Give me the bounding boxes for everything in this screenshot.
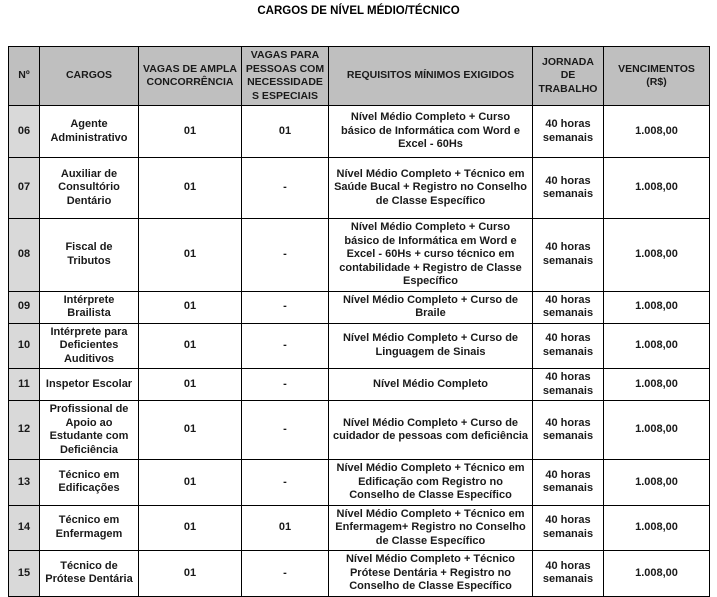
cargos-table [8,46,710,597]
cell-cargo: Intérprete Brailista [40,291,139,323]
cell-requisitos: Nível Médio Completo + Técnico em Enfermagem+ Registro no Conselho de Classe Específico [329,505,533,551]
header-row [9,47,710,106]
cell-vagas-ampla: 01 [139,551,242,597]
column-header-jornada: JORNADA DE TRABALHO [533,47,604,106]
table-row [9,401,710,460]
cell-vagas-pne: - [242,158,329,219]
cell-jornada: 40 horas semanais [533,460,604,506]
cell-vencimentos: 1.008,00 [604,460,710,506]
table-header [9,47,710,106]
cell-vencimentos: 1.008,00 [604,551,710,597]
cell-vencimentos: 1.008,00 [604,291,710,323]
table-row [9,323,710,369]
cell-jornada: 40 horas semanais [533,505,604,551]
cell-jornada: 40 horas semanais [533,219,604,292]
cell-vagas-ampla: 01 [139,401,242,460]
cell-jornada: 40 horas semanais [533,291,604,323]
cell-num: 13 [9,460,40,506]
cell-vagas-pne: - [242,219,329,292]
cell-cargo: Técnico em Enfermagem [40,505,139,551]
cell-requisitos: Nível Médio Completo + Curso de Braile [329,291,533,323]
cell-vagas-pne: - [242,401,329,460]
cell-vagas-pne: - [242,369,329,401]
cell-num: 15 [9,551,40,597]
cell-vencimentos: 1.008,00 [604,369,710,401]
cell-vagas-pne: 01 [242,505,329,551]
column-header-cargos: CARGOS [40,47,139,106]
cell-requisitos: Nível Médio Completo + Curso de Linguagem de Sinais [329,323,533,369]
table-row [9,291,710,323]
cell-vagas-pne: - [242,323,329,369]
cell-jornada: 40 horas semanais [533,369,604,401]
table-body [9,106,710,597]
cell-cargo: Auxiliar de Consultório Dentário [40,158,139,219]
table-row [9,158,710,219]
cell-cargo: Fiscal de Tributos [40,219,139,292]
table-row [9,551,710,597]
cell-num: 10 [9,323,40,369]
cell-cargo: Profissional de Apoio ao Estudante com Deficiência [40,401,139,460]
cell-num: 06 [9,106,40,158]
cell-requisitos: Nível Médio Completo + Técnico em Saúde Bucal + Registro no Conselho de Classe Específico [329,158,533,219]
column-header-vagas-ampla: VAGAS DE AMPLA CONCORRÊNCIA [139,47,242,106]
cell-vencimentos: 1.008,00 [604,106,710,158]
cell-vencimentos: 1.008,00 [604,401,710,460]
cell-vagas-ampla: 01 [139,460,242,506]
cell-requisitos: Nível Médio Completo + Técnico Prótese Dentária + Registro no Conselho de Classe Específico [329,551,533,597]
table-row [9,219,710,292]
cell-cargo: Técnico de Prótese Dentária [40,551,139,597]
column-header-vencimentos: VENCIMENTOS (R$) [604,47,710,106]
cell-vagas-ampla: 01 [139,369,242,401]
cell-requisitos: Nível Médio Completo [329,369,533,401]
cell-vencimentos: 1.008,00 [604,323,710,369]
cell-requisitos: Nível Médio Completo + Técnico em Edificação com Registro no Conselho de Classe Específico [329,460,533,506]
cell-vagas-pne: - [242,291,329,323]
cell-vagas-ampla: 01 [139,219,242,292]
column-header-vagas-pne: VAGAS PARA PESSOAS COM NECESSIDADES ESPECIAIS [242,47,329,106]
page-title: CARGOS DE NÍVEL MÉDIO/TÉCNICO [257,5,460,17]
cell-vencimentos: 1.008,00 [604,219,710,292]
cell-jornada: 40 horas semanais [533,401,604,460]
cell-requisitos: Nível Médio Completo + Curso de cuidador de pessoas com deficiência [329,401,533,460]
cell-vagas-ampla: 01 [139,323,242,369]
column-header-num: Nº [9,47,40,106]
cell-vagas-pne: - [242,551,329,597]
cell-requisitos: Nível Médio Completo + Curso básico de Informática em Word e Excel - 60Hs + curso técnico em contabilidade + Registro de Classe Específico [329,219,533,292]
table-row [9,369,710,401]
cell-cargo: Inspetor Escolar [40,369,139,401]
column-header-requisitos: REQUISITOS MÍNIMOS EXIGIDOS [329,47,533,106]
cell-vagas-ampla: 01 [139,106,242,158]
cell-num: 09 [9,291,40,323]
cell-num: 08 [9,219,40,292]
cell-jornada: 40 horas semanais [533,158,604,219]
table-row [9,505,710,551]
cell-vagas-pne: 01 [242,106,329,158]
cell-vencimentos: 1.008,00 [604,505,710,551]
cell-requisitos: Nível Médio Completo + Curso básico de Informática com Word e Excel - 60Hs [329,106,533,158]
cell-cargo: Intérprete para Deficientes Auditivos [40,323,139,369]
cell-jornada: 40 horas semanais [533,551,604,597]
cell-jornada: 40 horas semanais [533,323,604,369]
cell-num: 12 [9,401,40,460]
cell-jornada: 40 horas semanais [533,106,604,158]
cell-vagas-ampla: 01 [139,505,242,551]
table-row [9,106,710,158]
cell-num: 07 [9,158,40,219]
cell-vagas-ampla: 01 [139,291,242,323]
cell-vagas-ampla: 01 [139,158,242,219]
cell-vagas-pne: - [242,460,329,506]
cell-cargo: Agente Administrativo [40,106,139,158]
cell-num: 11 [9,369,40,401]
table-row [9,460,710,506]
cell-vencimentos: 1.008,00 [604,158,710,219]
cell-num: 14 [9,505,40,551]
cell-cargo: Técnico em Edificações [40,460,139,506]
